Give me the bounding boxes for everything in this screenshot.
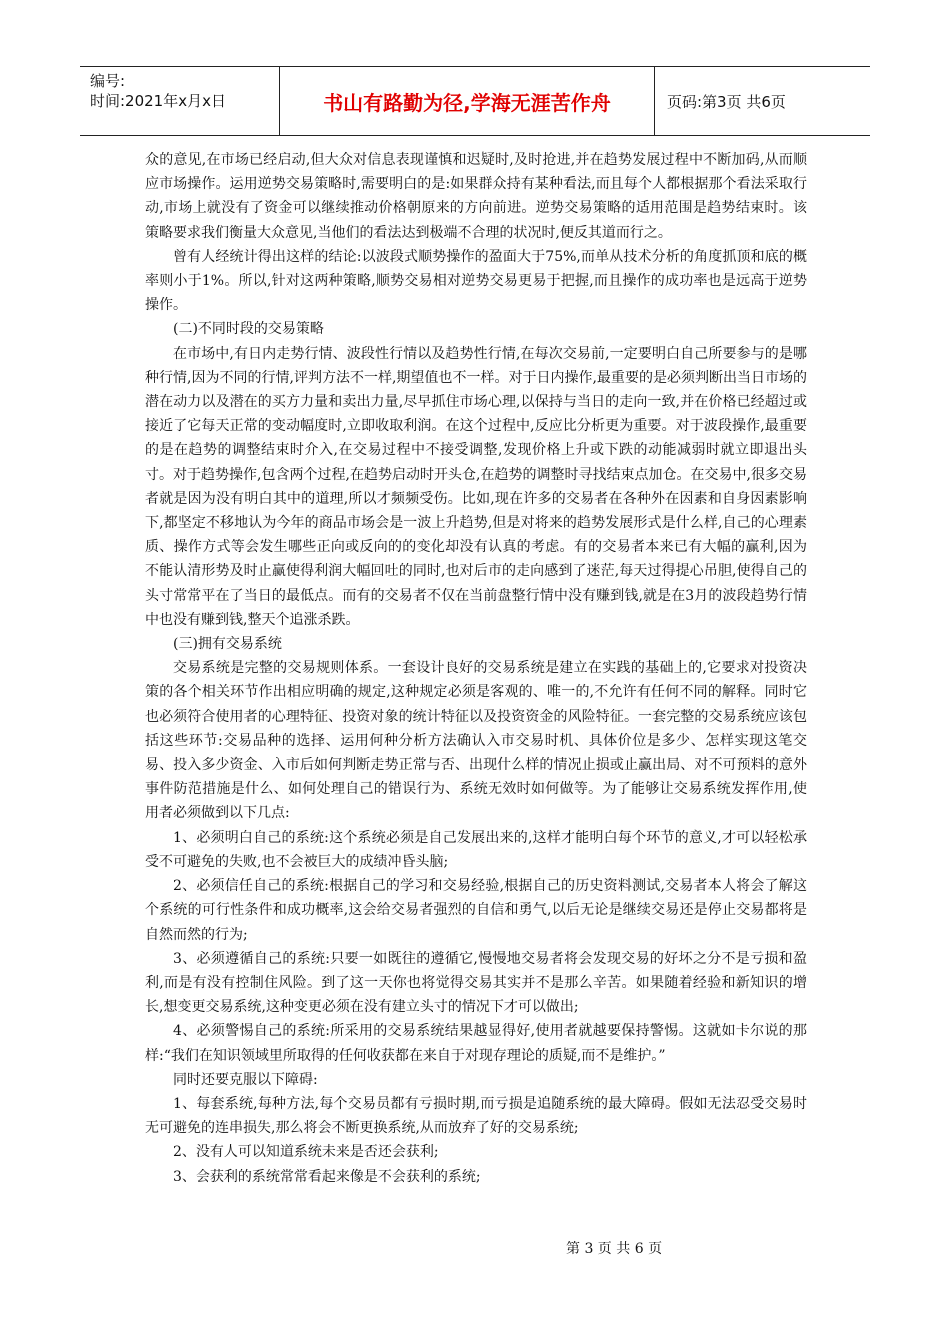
section-heading: (二)不同时段的交易策略 [173, 321, 324, 338]
paragraph: 在市场中,有日内走势行情、波段性行情以及趋势性行情,在每次交易前,一定要明白自己所要参与的是哪种行情,因为不同的行情,评判方法不一样,期望值也不一样。对于日内操作,最重要的是必须判断出当日市场的潜在动力以及潜在的买方力量和卖出力量,尽早抓住市场心理,以保持与当日的走向一致,并在价格已经超过或接近了它每天正常的变动幅度时,立即收取利润。在这个过程中,反应比分析更为重要。对于波段操作,最重要的是在趋势的调整结束时介入,在交易过程中不接受调整,发现价格上升或下跌的动能减弱时就立即退出头寸。对于趋势操作,包含两个过程,在趋势启动时开头仓,在趋势的调整时寻找结束点加仓。在交易中,很多交易者就是因为没有明白其中的道理,所以才频频受伤。比如,现在许多的交易者在各种外在因素和自身因素影响下,都坚定不移地认为今年的商品市场会是一波上升趋势,但是对将来的趋势发展形式是什么样,自己的心理素质、操作方式等会发生哪些正向或反向的的变化却没有认真的考虑。有的交易者本来已有大幅的赢利,因为不能认清形势及时止赢使得利润大幅回吐的同时,也对后市的走向感到了迷茫,每天过得提心吊胆,使得自己的头寸常常平在了当日的最低点。而有的交易者不仅在当前盘整行情中没有赚到钱,就是在3月的波段趋势行情中也没有赚到钱,整天个追涨杀跌。 [145, 345, 807, 628]
section-heading: (三)拥有交易系统 [173, 636, 282, 653]
list-item: 1、必须明白自己的系统:这个系统必须是自己发展出来的,这样才能明白每个环节的意义,才可以轻松承受不可避免的失败,也不会被巨大的成绩冲昏头脑; [145, 829, 807, 870]
footer-page-number: 第 3 页 共 6 页 [566, 1241, 663, 1257]
header-motto: 书山有路勤为径,学海无涯苦作舟 [280, 67, 655, 135]
header-meta [80, 67, 280, 135]
list-item: 2、必须信任自己的系统:根据自己的学习和交易经验,根据自己的历史资料测试,交易者本人将会了解这个系统的可行性条件和成功概率,这会给交易者强烈的自信和勇气,以后无论是继续交易还是停止交易都将是自然而然的行为; [145, 878, 807, 943]
paragraph: 曾有人经统计得出这样的结论:以波段式顺势操作的盈面大于75%,而单从技术分析的角度抓顶和底的概率则小于1%。所以,针对这两种策略,顺势交易相对逆势交易更易于把握,而且操作的成功率也是远高于逆势操作。 [145, 248, 807, 314]
document-date-label: 时间:2021年x月x日 [90, 92, 226, 110]
list-item: 3、必须遵循自己的系统:只要一如既往的遵循它,慢慢地交易者将会发现交易的好坏之分不是亏损和盈利,而是有没有控制住风险。到了这一天你也将觉得交易其实并不是那么辛苦。如果随着经验和新知识的增长,想变更交易系统,这种变更必须在没有建立头寸的情况下才可以做出; [145, 950, 807, 1016]
paragraph: 众的意见,在市场已经启动,但大众对信息表现谨慎和迟疑时,及时抢进,并在趋势发展过程中不断加码,从而顺应市场操作。运用逆势交易策略时,需要明白的是:如果群众持有某种看法,而且每个人都根据那个看法采取行动,市场上就没有了资金可以继续推动价格朝原来的方向前进。逆势交易策略的适用范围是趋势结束时。该策略要求我们衡量大众意见,当他们的看法达到极端不合理的状况时,便反其道而行之。 [145, 152, 807, 241]
document-body [145, 148, 807, 1189]
paragraph: 交易系统是完整的交易规则体系。一套设计良好的交易系统是建立在实践的基础上的,它要求对投资决策的各个相关环节作出相应明确的规定,这种规定必须是客观的、唯一的,不允许有任何不同的解释。同时它也必须符合使用者的心理特征、投资对象的统计特征以及投资资金的风险特征。一套完整的交易系统应该包括这些环节:交易品种的选择、运用何种分析方法确认入市交易时机、具体价位是多少、怎样实现这笔交易、投入多少资金、入市后如何判断走势正常与否、出现什么样的情况止损或止赢出局、对不可预料的意外事件防范措施是什么、如何处理自己的错误行为、系统无效时如何做等。为了能够让交易系统发挥作用,使用者必须做到以下几点: [145, 660, 807, 822]
page-header [80, 66, 870, 136]
list-item: 4、必须警惕自己的系统:所采用的交易系统结果越显得好,使用者就越要保持警惕。这就如卡尔说的那样:“我们在知识领域里所取得的任何收获都在来自于对现存理论的质疑,而不是维护。” [145, 1023, 807, 1064]
list-item: 3、会获利的系统常常看起来像是不会获利的系统; [173, 1168, 481, 1185]
list-item: 2、没有人可以知道系统未来是否还会获利; [173, 1144, 439, 1161]
header-page-number: 页码:第3页 共6页 [667, 92, 786, 111]
paragraph: 同时还要克服以下障碍: [173, 1071, 318, 1088]
document-number-label: 编号: [90, 72, 126, 90]
list-item: 1、每套系统,每种方法,每个交易员都有亏损时期,而亏损是追随系统的最大障碍。假如无法忍受交易时无可避免的连串损失,那么将会不断更换系统,从而放弃了好的交易系统; [145, 1095, 807, 1137]
